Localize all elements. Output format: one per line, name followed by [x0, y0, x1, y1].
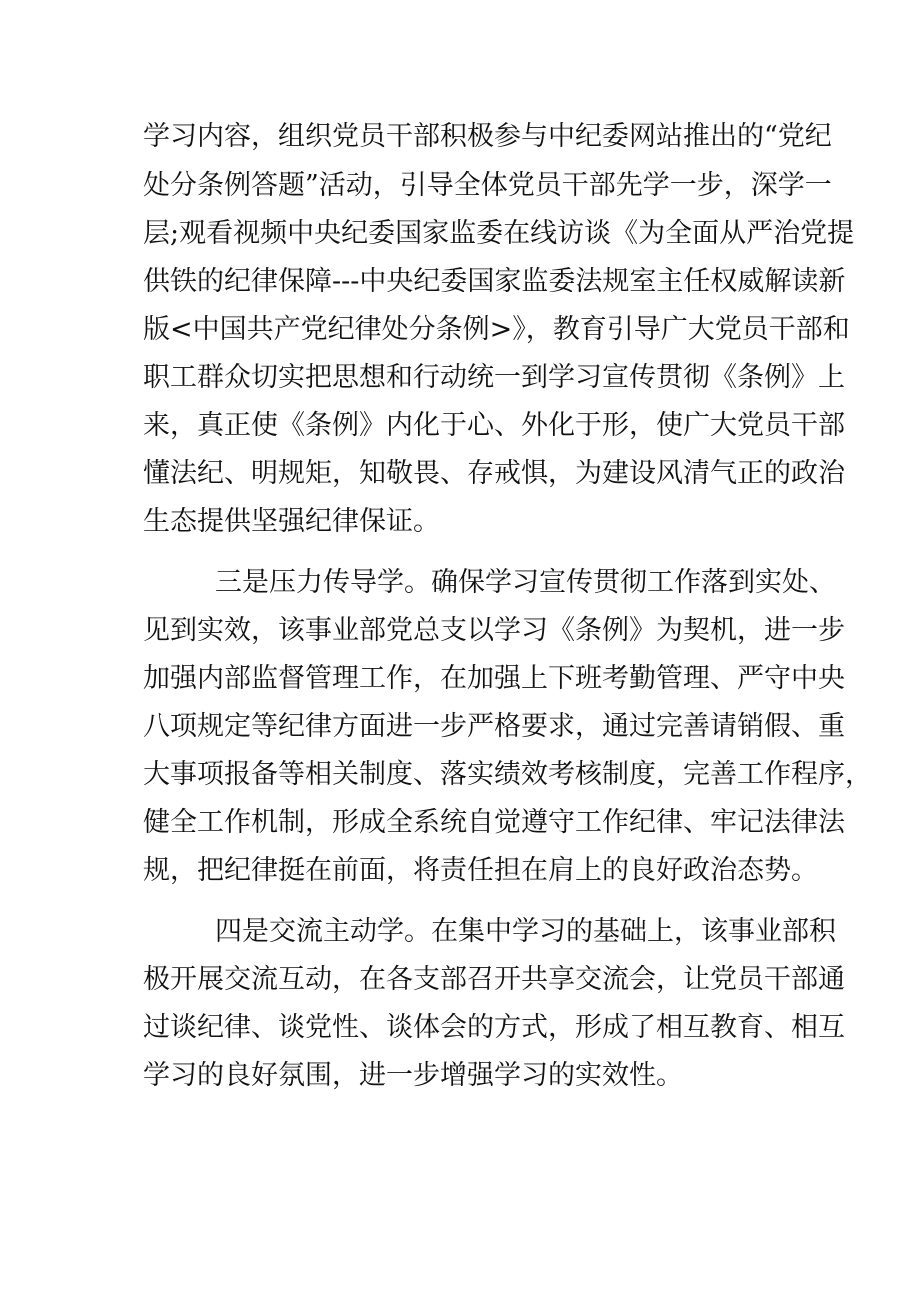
text-line	[0, 355, 920, 401]
text-line	[0, 259, 920, 305]
text-line	[0, 848, 920, 894]
line-text: 见到实效，该事业部党总支以学习《条例》为契机，进一步	[143, 615, 845, 646]
line-text: 三是压力传导学。确保学习宣传贯彻工作落到实处、	[215, 567, 836, 598]
text-line	[0, 307, 920, 353]
line-text: 过谈纪律、谈党性、谈体会的方式，形成了相互教育、相互	[143, 1012, 845, 1043]
line-text: 来，真正使《条例》内化于心、外化于形，使广大党员干部	[143, 410, 845, 441]
text-line	[0, 1053, 920, 1099]
line-text: 极开展交流互动，在各支部召开共享交流会，让党员干部通	[143, 964, 845, 995]
line-text: 八项规定等纪律方面进一步严格要求，通过完善请销假、重	[143, 711, 845, 742]
line-text: 规，把纪律挺在前面，将责任担在肩上的良好政治态势。	[143, 855, 818, 886]
text-line	[0, 163, 920, 209]
line-text: 四是交流主动学。在集中学习的基础上，该事业部积	[215, 916, 836, 947]
text-line	[0, 752, 920, 798]
line-text: 职工群众切实把思想和行动统一到学习宣传贯彻《条例》上	[143, 362, 845, 393]
text-line	[0, 499, 920, 545]
text-line	[0, 608, 920, 654]
line-text: 学习内容，组织党员干部积极参与中纪委网站推出的“党纪	[143, 121, 832, 152]
line-text: 健全工作机制，形成全系统自觉遵守工作纪律、牢记法律法	[143, 807, 845, 838]
line-text: 处分条例答题”活动，引导全体党员干部先学一步，深学一	[143, 170, 832, 201]
text-line	[0, 800, 920, 846]
line-text: 懂法纪、明规矩，知敬畏、存戒惧，为建设风清气正的政治	[143, 458, 845, 489]
line-text: 生态提供坚强纪律保证。	[143, 506, 440, 537]
line-text: 学习的良好氛围，进一步增强学习的实效性。	[143, 1060, 683, 1091]
line-text: 加强内部监督管理工作，在加强上下班考勤管理、严守中央	[143, 663, 845, 694]
line-text: 层;观看视频中央纪委国家监委在线访谈《为全面从严治党提	[143, 218, 855, 249]
text-line	[0, 957, 920, 1003]
line-text: 版<中国共产党纪律处分条例>》，教育引导广大党员干部和	[143, 314, 850, 345]
text-line	[0, 1005, 920, 1051]
line-text: 大事项报备等相关制度、落实绩效考核制度，完善工作程序，	[143, 759, 872, 790]
text-line	[0, 560, 920, 606]
text-line	[0, 909, 920, 955]
text-line	[0, 656, 920, 702]
text-line	[0, 704, 920, 750]
text-line	[0, 114, 920, 160]
text-line	[0, 211, 920, 257]
text-line	[0, 451, 920, 497]
text-line	[0, 403, 920, 449]
line-text: 供铁的纪律保障---中央纪委国家监委法规室主任权威解读新	[143, 266, 846, 297]
